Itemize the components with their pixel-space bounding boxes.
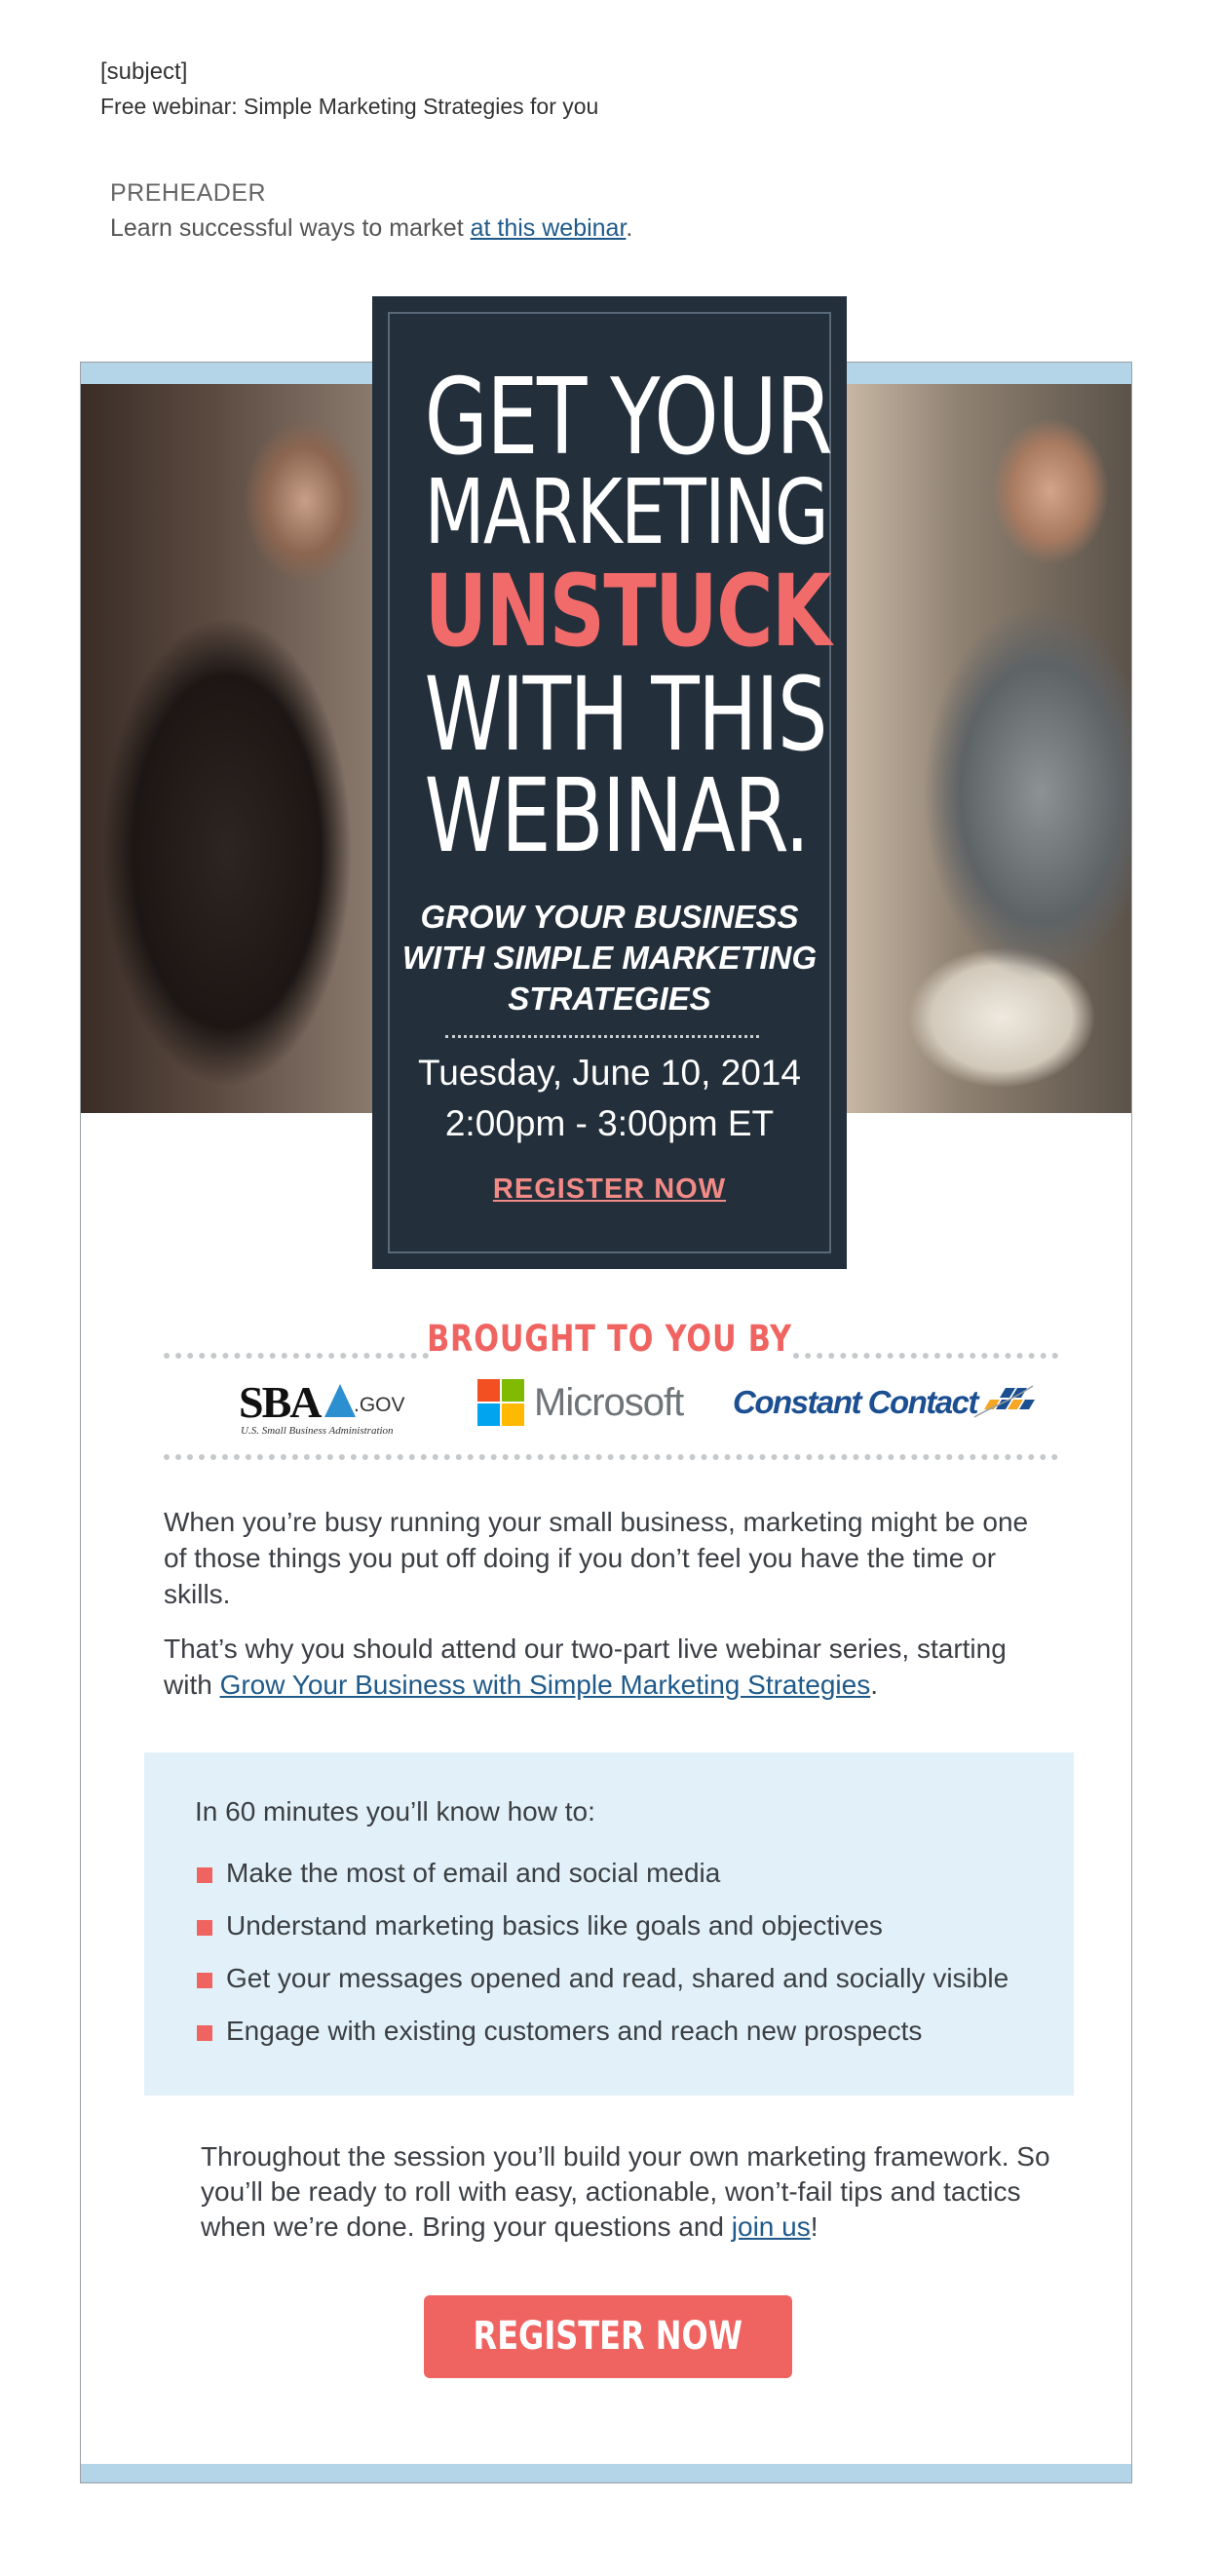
hero-divider (445, 1035, 759, 1038)
constant-contact-logo-word: Constant Contact (733, 1384, 977, 1420)
hero-subtitle: GROW YOUR BUSINESS WITH SIMPLE MARKETING STRATEGIES (401, 899, 818, 1017)
register-now-button-label: REGISTER NOW (473, 2314, 743, 2359)
join-us-link[interactable]: join us (731, 2211, 811, 2242)
subject-line: Free webinar: Simple Marketing Strategies for you (100, 94, 599, 119)
hero-headline-line5: WEBINAR. (424, 756, 809, 875)
hero-headline-line1: GET YOUR (424, 357, 832, 479)
sba-logo-word: SBA (239, 1377, 321, 1427)
list-item (197, 1910, 1054, 1945)
hero-headline-line2: MARKETING (424, 460, 828, 564)
bullet-square-icon (197, 1973, 212, 1988)
hero-photo-shopkeeper (846, 384, 1131, 1113)
list-item (197, 1858, 1054, 1893)
webinar-date: Tuesday, June 10, 2014 (418, 1053, 801, 1093)
hero-headline-line4: WITH THIS (424, 655, 826, 774)
list-item-text: Get your messages opened and read, shared and socially visible (226, 1963, 1009, 1993)
webinar-time: 2:00pm - 3:00pm ET (444, 1103, 775, 1143)
bullet-square-icon (197, 1920, 212, 1936)
series-paragraph (164, 1631, 1050, 1703)
register-now-button[interactable] (424, 2295, 792, 2378)
series-paragraph-end: . (870, 1670, 878, 1700)
sponsors-divider-right (793, 1353, 1058, 1359)
microsoft-windows-icon (477, 1379, 524, 1426)
list-item-text: Engage with existing customers and reach new prospects (226, 2016, 923, 2046)
series-paragraph-start: That’s why you should attend our two-part live webinar series, starting with (164, 1634, 1007, 1700)
hero-photo-customer (81, 384, 373, 1113)
preheader-webinar-link[interactable]: at this webinar (470, 214, 627, 242)
preheader-text (110, 214, 632, 243)
webinar-title-link[interactable]: Grow Your Business with Simple Marketing Strategies (219, 1670, 871, 1700)
framework-paragraph-start: Throughout the session you’ll build your own marketing framework. So you’ll be ready to roll with easy, actionable, won’t-fail tips and tactics when we’re done. Bring your questions and (201, 2141, 1050, 2242)
bullet-square-icon (197, 1867, 212, 1883)
hero-register-link[interactable]: REGISTER NOW (492, 1173, 727, 1205)
list-item-text: Understand marketing basics like goals and objectives (226, 1910, 883, 1941)
sba-triangle-icon (324, 1384, 356, 1417)
list-item-text: Make the most of email and social media (226, 1858, 721, 1888)
sponsors-divider-left (164, 1353, 429, 1359)
framework-paragraph-end: ! (810, 2211, 818, 2242)
constant-contact-logo (733, 1376, 1035, 1435)
sba-logo-suffix: .GOV (354, 1394, 405, 1416)
learning-points-heading: In 60 minutes you’ll know how to: (195, 1796, 595, 1826)
list-item (197, 2016, 1054, 2051)
microsoft-logo-word: Microsoft (534, 1381, 684, 1424)
sponsors-divider-bottom (164, 1454, 1058, 1460)
list-item (197, 1963, 1054, 1998)
subject-tag: [subject] (100, 58, 188, 85)
preheader-text-end: . (626, 214, 633, 242)
microsoft-logo (477, 1377, 702, 1430)
preheader-text-start: Learn successful ways to market (110, 214, 471, 242)
bullet-square-icon (197, 2025, 212, 2041)
preheader-tag: PREHEADER (110, 179, 267, 207)
bottom-stripe (81, 2464, 1131, 2482)
sba-logo-tagline: U.S. Small Business Administration (241, 1425, 394, 1437)
hero-headline-unstuck: UNSTUCK (424, 554, 831, 670)
intro-paragraph: When you’re busy running your small business, marketing might be one of those things you put off doing if you don’t feel you have the time or skills. (164, 1507, 1029, 1609)
framework-paragraph (201, 2139, 1078, 2245)
sba-logo (239, 1376, 434, 1441)
sponsors-title: BROUGHT TO YOU BY (427, 1318, 792, 1360)
constant-contact-mark-icon (971, 1380, 1035, 1419)
